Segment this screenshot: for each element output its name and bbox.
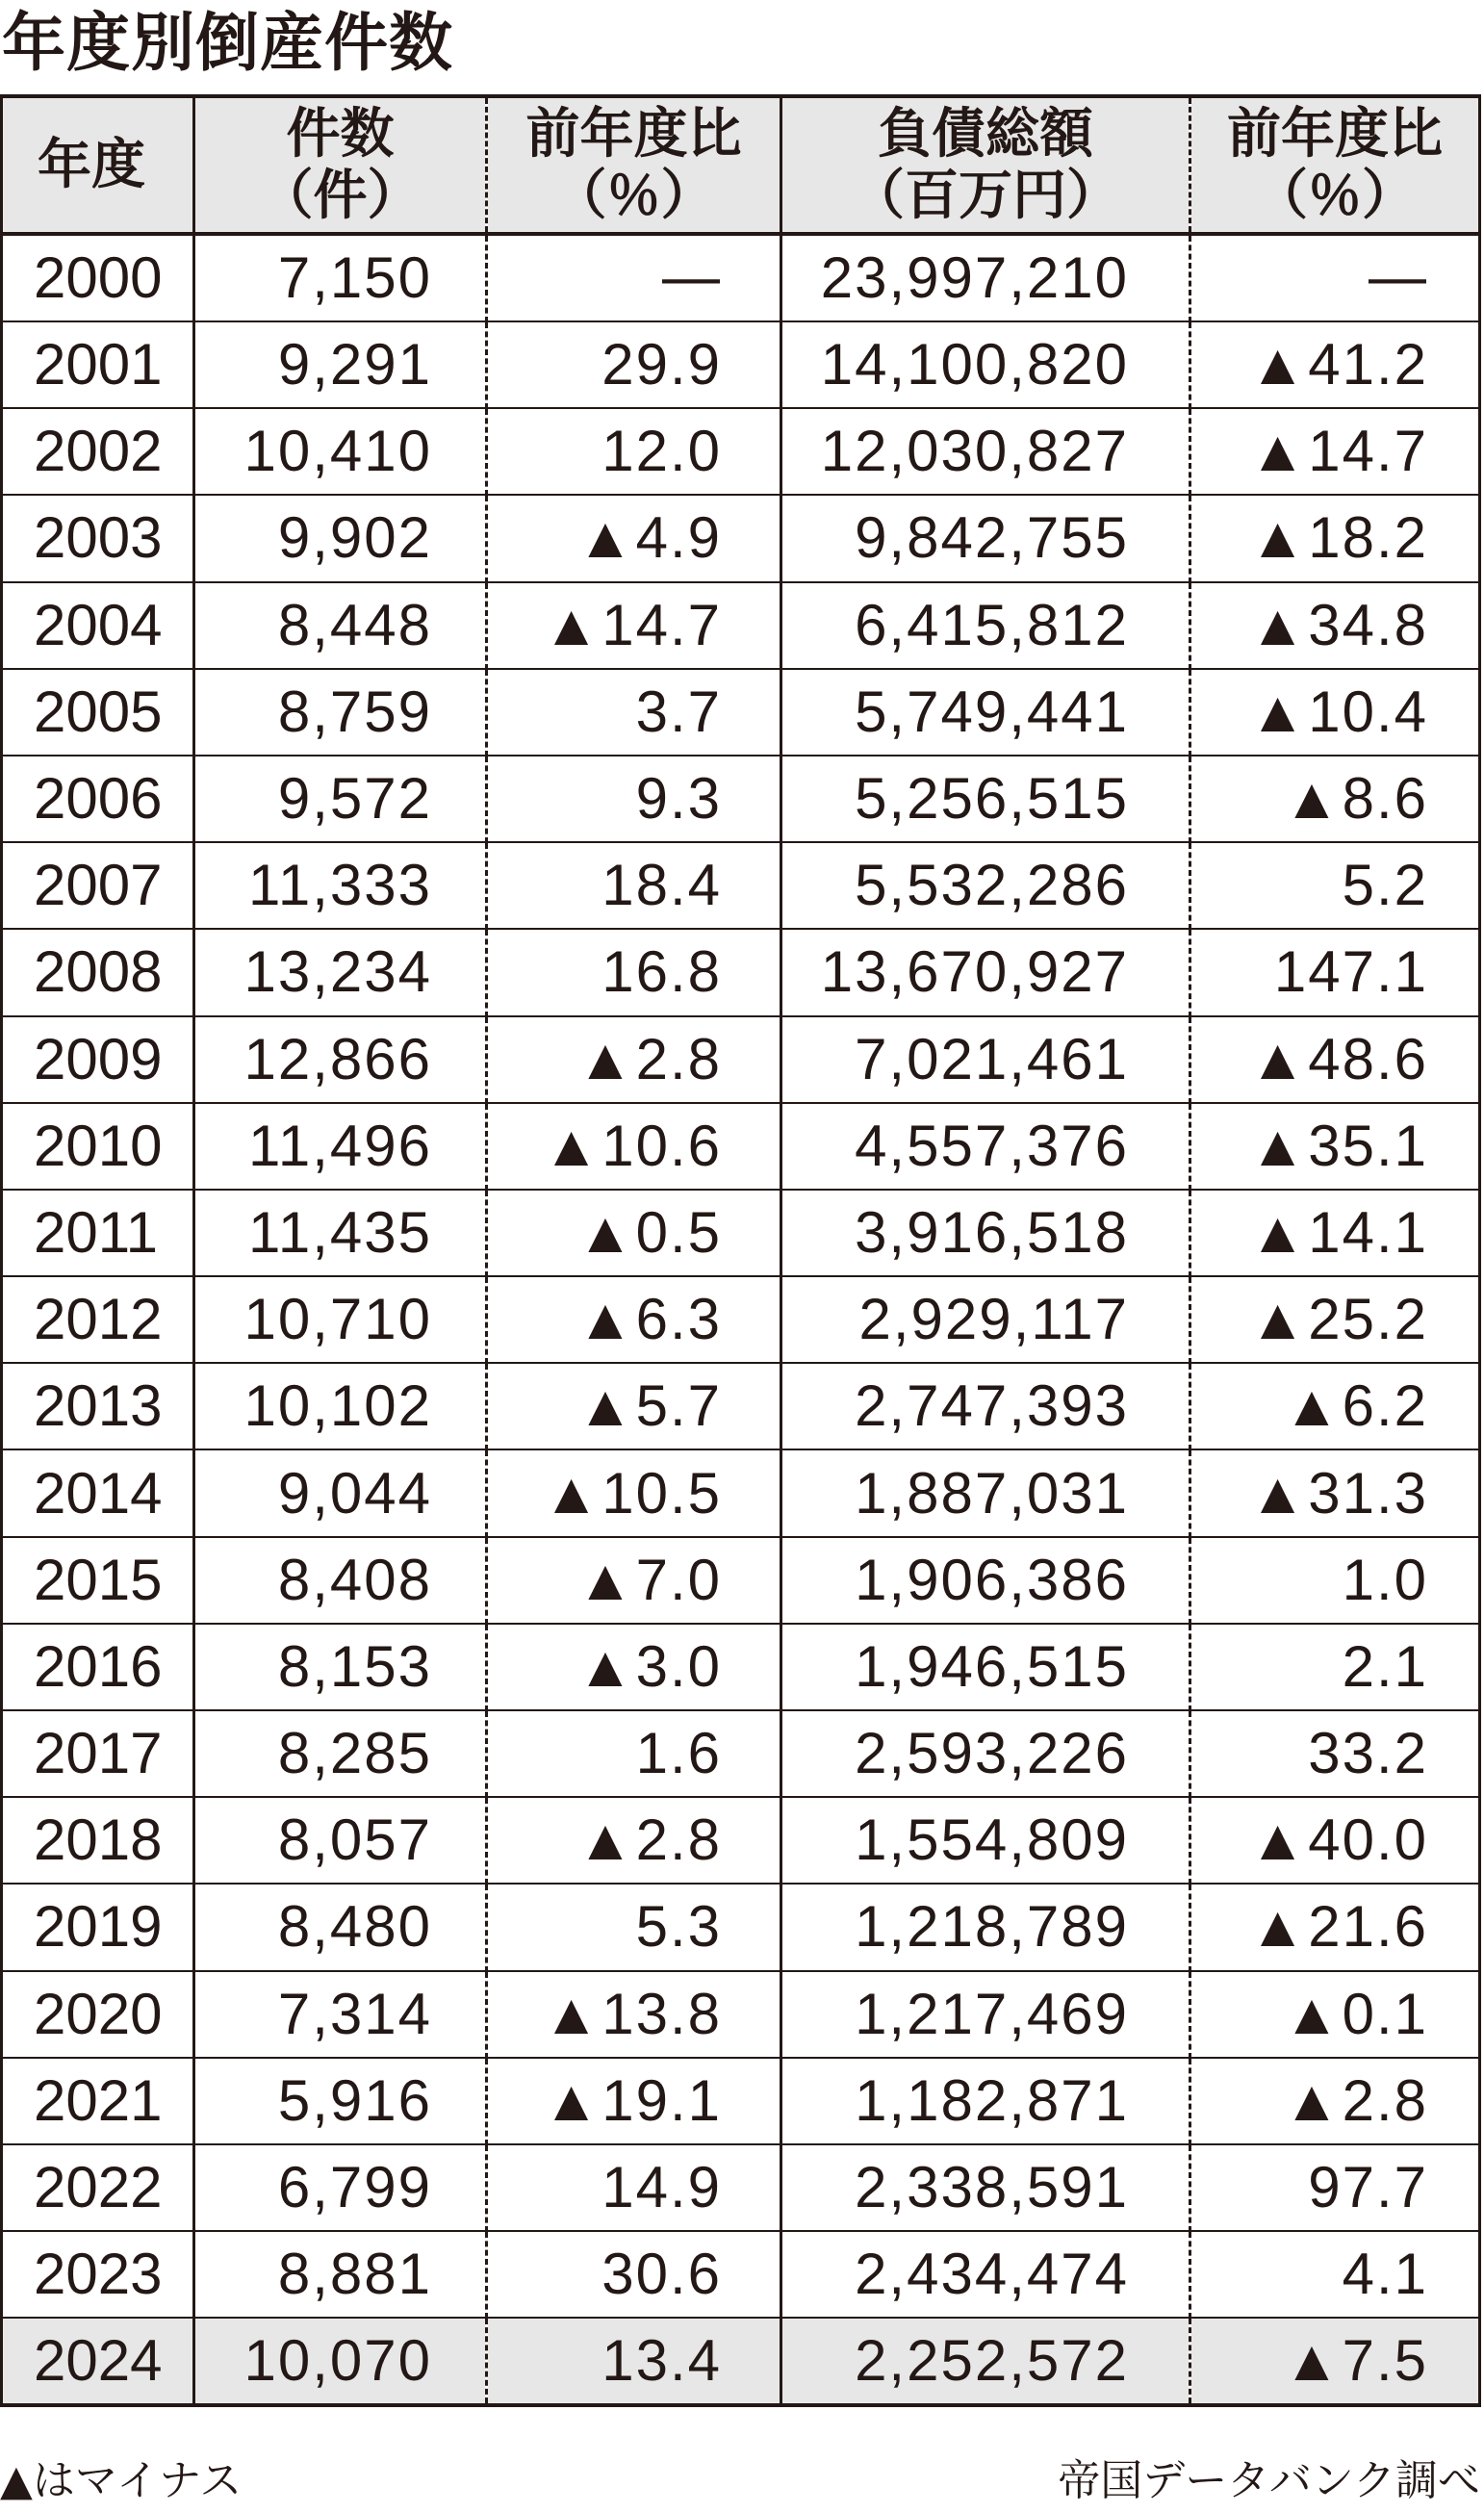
cell-count: 8,881	[194, 2231, 487, 2318]
table-row	[2, 582, 1480, 669]
cell-count-change: ▲2.8	[487, 1797, 781, 1884]
cell-year: 2016	[2, 1624, 194, 1710]
source-credit: 帝国データバンク調べ	[1058, 2456, 1480, 2505]
cell-count-change: 9.3	[487, 756, 781, 842]
cell-debt: 1,554,809	[781, 1797, 1190, 1884]
cell-year: 2008	[2, 929, 194, 1015]
cell-debt: 7,021,461	[781, 1016, 1190, 1103]
table-row	[2, 929, 1480, 1015]
cell-debt-change: ▲41.2	[1190, 321, 1480, 408]
table-row	[2, 842, 1480, 929]
cell-debt-change: ▲14.1	[1190, 1190, 1480, 1276]
cell-debt-change: ▲8.6	[1190, 756, 1480, 842]
cell-year: 2019	[2, 1884, 194, 1970]
cell-debt: 12,030,827	[781, 408, 1190, 495]
bankruptcy-table	[0, 94, 1481, 2407]
table-row	[2, 2231, 1480, 2318]
cell-debt: 2,434,474	[781, 2231, 1190, 2318]
cell-debt: 14,100,820	[781, 321, 1190, 408]
cell-count: 8,408	[194, 1537, 487, 1624]
header-debt-change-unit: （％）	[1254, 164, 1416, 227]
cell-debt-change: ▲18.2	[1190, 495, 1480, 581]
cell-count: 13,234	[194, 929, 487, 1015]
cell-debt: 13,670,927	[781, 929, 1190, 1015]
cell-count: 8,153	[194, 1624, 487, 1710]
cell-count: 9,572	[194, 756, 487, 842]
header-count-label: 件数	[286, 102, 395, 166]
cell-count-change: ▲0.5	[487, 1190, 781, 1276]
cell-count-change: 5.3	[487, 1884, 781, 1970]
cell-debt-change: ▲31.3	[1190, 1449, 1480, 1536]
table-header	[2, 96, 1480, 234]
cell-debt-change: 147.1	[1190, 929, 1480, 1015]
cell-debt: 5,532,286	[781, 842, 1190, 929]
header-debt-label: 負債総額	[878, 102, 1093, 166]
cell-year: 2021	[2, 2058, 194, 2144]
cell-debt: 1,182,871	[781, 2058, 1190, 2144]
cell-debt-change: 33.2	[1190, 1710, 1480, 1797]
cell-debt: 1,887,031	[781, 1449, 1190, 1536]
cell-debt: 5,749,441	[781, 669, 1190, 756]
cell-debt: 23,997,210	[781, 234, 1190, 321]
cell-debt-change: ▲25.2	[1190, 1276, 1480, 1363]
header-debt-change	[1190, 96, 1480, 234]
cell-count-change: 16.8	[487, 929, 781, 1015]
header-debt	[781, 96, 1190, 234]
table-row	[2, 1710, 1480, 1797]
cell-debt-change: ▲48.6	[1190, 1016, 1480, 1103]
cell-count: 9,291	[194, 321, 487, 408]
cell-debt-change: 5.2	[1190, 842, 1480, 929]
cell-count-change: 14.9	[487, 2144, 781, 2231]
cell-debt: 2,338,591	[781, 2144, 1190, 2231]
cell-year: 2002	[2, 408, 194, 495]
header-count-change	[487, 96, 781, 234]
table-row	[2, 2318, 1480, 2405]
table-row	[2, 234, 1480, 321]
table-body	[2, 234, 1480, 2405]
cell-count: 11,333	[194, 842, 487, 929]
cell-count: 11,496	[194, 1103, 487, 1190]
cell-count: 8,285	[194, 1710, 487, 1797]
table-row	[2, 495, 1480, 581]
cell-year: 2003	[2, 495, 194, 581]
table-row	[2, 1971, 1480, 2058]
cell-count-change: ▲13.8	[487, 1971, 781, 2058]
cell-debt: 5,256,515	[781, 756, 1190, 842]
cell-year: 2023	[2, 2231, 194, 2318]
cell-year: 2024	[2, 2318, 194, 2405]
cell-year: 2015	[2, 1537, 194, 1624]
header-debt-unit: （百万円）	[851, 164, 1120, 227]
cell-count: 10,710	[194, 1276, 487, 1363]
cell-debt: 2,252,572	[781, 2318, 1190, 2405]
cell-year: 2018	[2, 1797, 194, 1884]
cell-debt: 2,593,226	[781, 1710, 1190, 1797]
cell-count-change: ―	[487, 234, 781, 321]
cell-debt-change: ▲35.1	[1190, 1103, 1480, 1190]
cell-year: 2004	[2, 582, 194, 669]
cell-count-change: ▲3.0	[487, 1624, 781, 1710]
table-row	[2, 408, 1480, 495]
cell-debt-change: ▲10.4	[1190, 669, 1480, 756]
cell-debt-change: ▲0.1	[1190, 1971, 1480, 2058]
cell-debt: 6,415,812	[781, 582, 1190, 669]
header-count-unit: （件）	[259, 164, 422, 227]
table-row	[2, 1537, 1480, 1624]
header-count-change-label: 前年度比	[525, 102, 742, 166]
cell-debt-change: ―	[1190, 234, 1480, 321]
table-row	[2, 756, 1480, 842]
footnote: ▲はマイナス	[0, 2456, 243, 2505]
header-debt-change-label: 前年度比	[1227, 102, 1443, 166]
header-year	[2, 96, 194, 234]
cell-year: 2001	[2, 321, 194, 408]
cell-count-change: 1.6	[487, 1710, 781, 1797]
cell-debt: 1,906,386	[781, 1537, 1190, 1624]
cell-count: 10,102	[194, 1363, 487, 1449]
header-count-change-unit: （％）	[552, 164, 715, 227]
header-row	[2, 96, 1480, 234]
table-row	[2, 2058, 1480, 2144]
table-row	[2, 1363, 1480, 1449]
table-row	[2, 1016, 1480, 1103]
cell-debt-change: 2.1	[1190, 1624, 1480, 1710]
table-row	[2, 321, 1480, 408]
cell-year: 2005	[2, 669, 194, 756]
cell-year: 2012	[2, 1276, 194, 1363]
table-row	[2, 669, 1480, 756]
cell-year: 2010	[2, 1103, 194, 1190]
cell-debt-change: ▲14.7	[1190, 408, 1480, 495]
cell-count: 10,070	[194, 2318, 487, 2405]
cell-count: 7,150	[194, 234, 487, 321]
chart-title: 年度別倒産件数	[2, 6, 453, 80]
cell-debt-change: 97.7	[1190, 2144, 1480, 2231]
cell-debt-change: ▲2.8	[1190, 2058, 1480, 2144]
header-count	[194, 96, 487, 234]
cell-count-change: ▲10.6	[487, 1103, 781, 1190]
cell-year: 2009	[2, 1016, 194, 1103]
cell-debt-change: ▲7.5	[1190, 2318, 1480, 2405]
cell-count-change: 30.6	[487, 2231, 781, 2318]
cell-count-change: ▲14.7	[487, 582, 781, 669]
cell-year: 2011	[2, 1190, 194, 1276]
table-row	[2, 1884, 1480, 1970]
cell-debt-change: 4.1	[1190, 2231, 1480, 2318]
cell-count: 5,916	[194, 2058, 487, 2144]
cell-count: 8,759	[194, 669, 487, 756]
cell-year: 2014	[2, 1449, 194, 1536]
cell-count: 9,044	[194, 1449, 487, 1536]
cell-debt: 4,557,376	[781, 1103, 1190, 1190]
cell-count: 9,902	[194, 495, 487, 581]
cell-year: 2017	[2, 1710, 194, 1797]
cell-count-change: ▲10.5	[487, 1449, 781, 1536]
cell-count-change: 29.9	[487, 321, 781, 408]
cell-debt-change: ▲34.8	[1190, 582, 1480, 669]
cell-debt: 9,842,755	[781, 495, 1190, 581]
cell-count-change: ▲19.1	[487, 2058, 781, 2144]
cell-count: 8,448	[194, 582, 487, 669]
cell-count: 6,799	[194, 2144, 487, 2231]
cell-debt-change: ▲6.2	[1190, 1363, 1480, 1449]
cell-debt: 2,747,393	[781, 1363, 1190, 1449]
cell-count-change: ▲4.9	[487, 495, 781, 581]
cell-count: 12,866	[194, 1016, 487, 1103]
cell-year: 2020	[2, 1971, 194, 2058]
cell-count: 8,480	[194, 1884, 487, 1970]
cell-count-change: 13.4	[487, 2318, 781, 2405]
cell-debt-change: ▲21.6	[1190, 1884, 1480, 1970]
table-row	[2, 1449, 1480, 1536]
cell-debt: 1,946,515	[781, 1624, 1190, 1710]
cell-year: 2022	[2, 2144, 194, 2231]
cell-count-change: ▲7.0	[487, 1537, 781, 1624]
cell-count-change: 3.7	[487, 669, 781, 756]
cell-year: 2000	[2, 234, 194, 321]
cell-count-change: 12.0	[487, 408, 781, 495]
cell-debt-change: 1.0	[1190, 1537, 1480, 1624]
cell-year: 2006	[2, 756, 194, 842]
cell-debt-change: ▲40.0	[1190, 1797, 1480, 1884]
cell-count-change: ▲2.8	[487, 1016, 781, 1103]
cell-count: 7,314	[194, 1971, 487, 2058]
header-year-label: 年度	[38, 133, 145, 196]
cell-debt: 2,929,117	[781, 1276, 1190, 1363]
cell-debt: 1,217,469	[781, 1971, 1190, 2058]
cell-year: 2007	[2, 842, 194, 929]
cell-count-change: ▲6.3	[487, 1276, 781, 1363]
cell-debt: 1,218,789	[781, 1884, 1190, 1970]
table-row	[2, 1190, 1480, 1276]
table-row	[2, 1103, 1480, 1190]
cell-count-change: ▲5.7	[487, 1363, 781, 1449]
table-row	[2, 1797, 1480, 1884]
table-row	[2, 2144, 1480, 2231]
cell-count: 10,410	[194, 408, 487, 495]
table-row	[2, 1624, 1480, 1710]
table-row	[2, 1276, 1480, 1363]
cell-count: 8,057	[194, 1797, 487, 1884]
cell-debt: 3,916,518	[781, 1190, 1190, 1276]
cell-count: 11,435	[194, 1190, 487, 1276]
cell-year: 2013	[2, 1363, 194, 1449]
cell-count-change: 18.4	[487, 842, 781, 929]
